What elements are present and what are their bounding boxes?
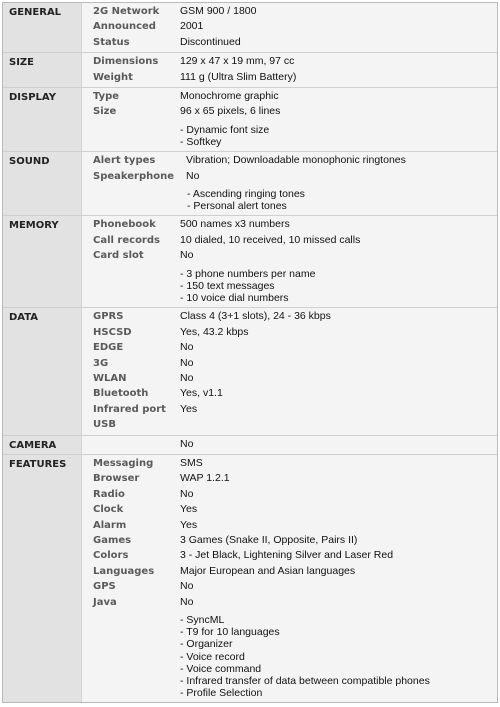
spec-label: Alarm (93, 519, 127, 531)
spec-section-data (3, 307, 497, 434)
extra-feature-item: - Dynamic font size (180, 123, 270, 136)
spec-value (180, 417, 497, 432)
spec-row (82, 35, 497, 50)
spec-value: No (180, 580, 194, 593)
spec-value: Vibration; Downloadable monophonic ringtones (186, 154, 406, 167)
extra-feature-item: - Voice command (180, 662, 262, 675)
spec-label: Radio (93, 488, 125, 500)
spec-label: 2G Network (93, 6, 160, 17)
spec-value: Discontinued (180, 35, 241, 48)
spec-value: Yes (180, 518, 198, 531)
spec-row (82, 533, 497, 548)
spec-label: Speakerphone (93, 170, 175, 182)
spec-label: Phonebook (93, 219, 156, 231)
spec-value: 111 g (Ultra Slim Battery) (180, 70, 297, 83)
spec-value: Major European and Asian languages (180, 564, 356, 577)
spec-label: Messaging (93, 457, 154, 469)
extra-feature-item: - 10 voice dial numbers (180, 292, 289, 305)
extra-feature-item: - SyncML (180, 614, 225, 627)
spec-value: 2001 (180, 20, 204, 33)
extra-feature-item: - Softkey (180, 136, 222, 149)
spec-row (82, 340, 497, 355)
spec-row (82, 248, 497, 263)
spec-row (82, 386, 497, 401)
section-heading: SOUND (3, 152, 82, 215)
section-body (82, 3, 497, 52)
spec-label: Infrared port (93, 403, 166, 415)
spec-row (82, 487, 497, 502)
spec-row (82, 417, 497, 432)
spec-label: Announced (93, 21, 156, 33)
extra-feature-item: - T9 for 10 languages (180, 626, 280, 639)
spec-value: No (180, 437, 194, 450)
spec-section-display (3, 87, 497, 151)
section-heading: SIZE (3, 53, 82, 87)
section-body (82, 308, 497, 434)
spec-value: GSM 900 / 1800 (180, 5, 257, 17)
extra-feature-item: - 3 phone numbers per name (180, 267, 316, 280)
spec-row (82, 4, 497, 19)
spec-row (82, 19, 497, 34)
section-body (82, 436, 497, 454)
spec-section-size (3, 52, 497, 87)
spec-row (82, 70, 497, 85)
spec-value: No (186, 169, 200, 182)
extra-features-list (82, 184, 497, 213)
spec-label: GPRS (93, 311, 124, 323)
spec-value: SMS (180, 456, 203, 469)
spec-value: 10 dialed, 10 received, 10 missed calls (180, 233, 361, 246)
spec-row (82, 356, 497, 371)
spec-value: No (180, 356, 194, 369)
spec-label: Weight (93, 71, 133, 83)
spec-section-features (3, 454, 497, 702)
extra-features-list (82, 264, 497, 306)
extra-feature-item: - Infrared transfer of data between compatible phones (180, 675, 430, 688)
section-heading: CAMERA (3, 436, 82, 454)
spec-row (82, 564, 497, 579)
spec-value: No (180, 249, 194, 262)
spec-label: Size (93, 106, 117, 118)
section-body (82, 152, 497, 215)
spec-row (82, 579, 497, 594)
extra-features-list (82, 120, 497, 149)
extra-feature-item: - Personal alert tones (187, 200, 287, 213)
spec-label: Alert types (93, 155, 156, 167)
spec-label: Status (93, 36, 130, 48)
spec-section-memory (3, 215, 497, 307)
spec-label: Games (93, 534, 132, 546)
section-body (82, 88, 497, 151)
spec-label: 3G (93, 357, 109, 369)
spec-label: Call records (93, 234, 160, 246)
extra-feature-item: - Ascending ringing tones (187, 188, 305, 201)
spec-row (82, 169, 497, 184)
spec-value: No (180, 487, 194, 500)
spec-label: Clock (93, 504, 124, 516)
spec-value: No (180, 371, 194, 384)
spec-row (82, 233, 497, 248)
spec-value: 3 - Jet Black, Lightening Silver and Laser Red (180, 549, 394, 562)
spec-row (82, 89, 497, 104)
spec-value: No (180, 595, 194, 608)
spec-value: Yes (180, 503, 198, 516)
spec-value: WAP 1.2.1 (180, 472, 230, 485)
spec-row (82, 217, 497, 232)
spec-label: Dimensions (93, 56, 159, 68)
spec-label: GPS (93, 581, 116, 593)
spec-row (82, 502, 497, 517)
section-body (82, 216, 497, 307)
spec-label: Bluetooth (93, 388, 149, 400)
spec-section-camera (3, 435, 497, 454)
spec-label: HSCSD (93, 326, 132, 338)
spec-row (82, 518, 497, 533)
extra-feature-item: - 150 text messages (180, 279, 275, 292)
spec-label: Colors (93, 550, 129, 562)
section-body (82, 455, 497, 702)
spec-value: Monochrome graphic (180, 90, 279, 103)
spec-value: 129 x 47 x 19 mm, 97 cc (180, 55, 295, 68)
spec-label (82, 437, 180, 452)
extra-features-list (82, 610, 497, 700)
spec-value: 96 x 65 pixels, 6 lines (180, 105, 281, 118)
spec-section-general (3, 3, 497, 52)
spec-label: Languages (93, 565, 155, 577)
spec-sheet (2, 2, 498, 703)
spec-label: Java (93, 596, 117, 608)
spec-row (82, 54, 497, 69)
spec-row (82, 309, 497, 324)
spec-label: Type (93, 91, 120, 103)
section-heading: MEMORY (3, 216, 82, 307)
spec-row (82, 371, 497, 386)
spec-row (82, 595, 497, 610)
extra-feature-item: - Voice record (180, 650, 245, 663)
extra-feature-item: - Profile Selection (180, 687, 263, 700)
section-body (82, 53, 497, 87)
spec-row (82, 548, 497, 563)
spec-value: 3 Games (Snake II, Opposite, Pairs II) (180, 533, 358, 546)
section-heading: DATA (3, 308, 82, 434)
spec-value: Yes, 43.2 kbps (180, 325, 249, 338)
spec-value: Yes (180, 402, 198, 415)
section-heading: DISPLAY (3, 88, 82, 151)
spec-label: WLAN (93, 372, 127, 384)
spec-row (82, 153, 497, 168)
spec-label: USB (93, 419, 116, 431)
section-heading: FEATURES (3, 455, 82, 702)
spec-value: 500 names x3 numbers (180, 218, 290, 231)
spec-row (82, 325, 497, 340)
spec-row (82, 456, 497, 471)
spec-row (82, 471, 497, 486)
spec-value: No (180, 341, 194, 354)
spec-label: EDGE (93, 342, 124, 354)
section-heading: GENERAL (3, 3, 82, 52)
extra-feature-item: - Organizer (180, 638, 233, 651)
spec-label: Card slot (93, 250, 144, 262)
spec-row (82, 437, 497, 452)
spec-row (82, 104, 497, 119)
spec-row (82, 402, 497, 417)
spec-label: Browser (93, 473, 140, 485)
spec-value: Class 4 (3+1 slots), 24 - 36 kbps (180, 310, 331, 323)
spec-section-sound (3, 151, 497, 215)
spec-value: Yes, v1.1 (180, 387, 223, 400)
